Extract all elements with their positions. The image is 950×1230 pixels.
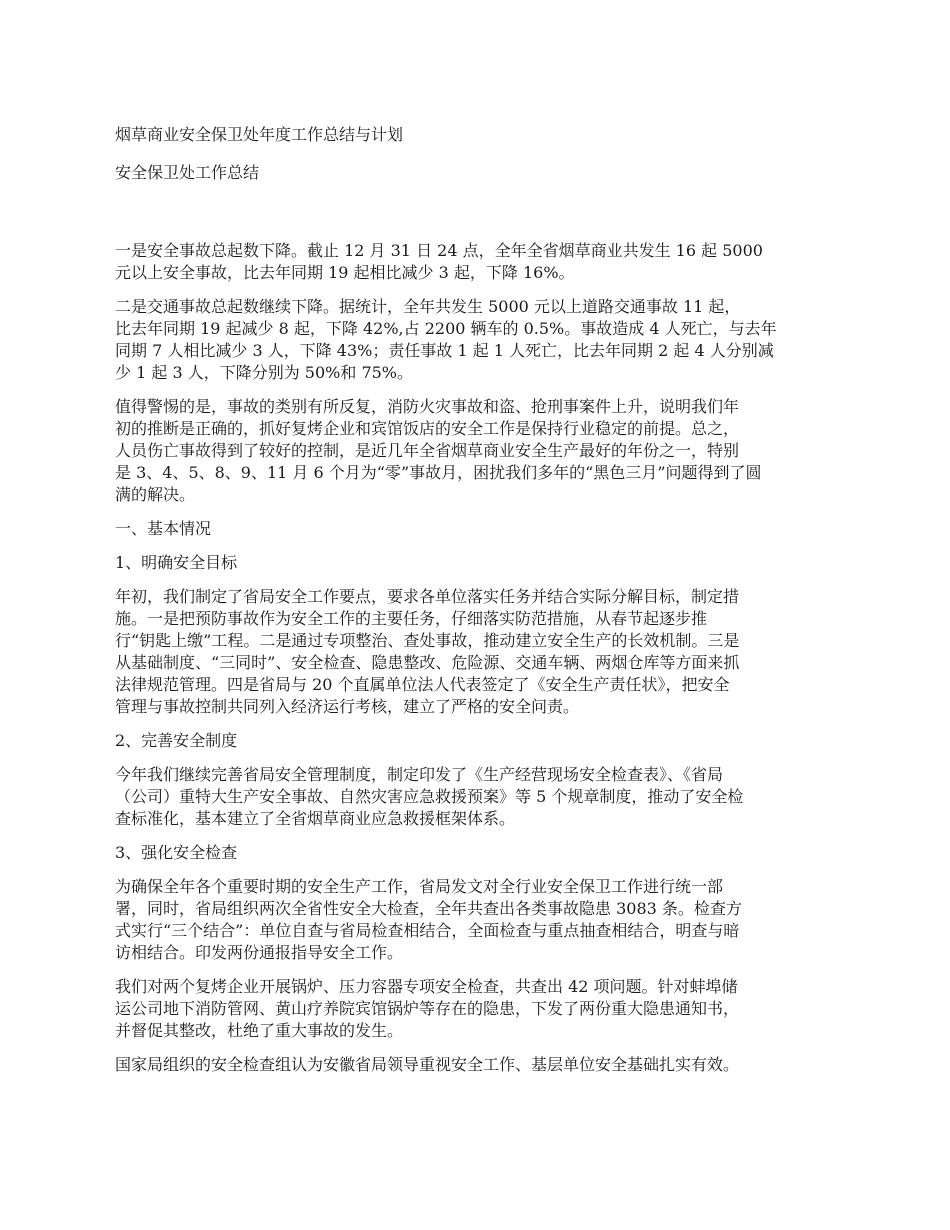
document-subtitle: 安全保卫处工作总结 <box>115 163 260 182</box>
paragraph-line: 查标准化，基本建立了全省烟草商业应急救援框架体系。 <box>115 809 516 828</box>
paragraph-line: 少 1 起 3 人，下降分别为 50%和 75%。 <box>115 363 414 382</box>
paragraph-line: 一是安全事故总起数下降。截止 12 月 31 日 24 点，全年全省烟草商业共发生 16 起 5000 <box>115 241 763 260</box>
paragraph <box>115 876 840 964</box>
paragraph-line: 同期 7 人相比减少 3 人，下降 43%；责任事故 1 起 1 人死亡，比去年同期 2 起 4 人分别减 <box>115 341 774 360</box>
document-body <box>115 240 840 1076</box>
paragraph-line: 管理与事故控制共同列入经济运行考核，建立了严格的安全问责。 <box>115 697 580 716</box>
paragraph-line: 值得警惕的是，事故的类别有所反复，消防火灾事故和盗、抢刑事案件上升，说明我们年 <box>115 397 740 416</box>
paragraph <box>115 764 840 830</box>
paragraph-line: 元以上安全事故，比去年同期 19 起相比减少 3 起，下降 16%。 <box>115 263 575 282</box>
paragraph <box>115 730 840 752</box>
paragraph-line: 从基础制度、“三同时”、安全检查、隐患整改、危险源、交通车辆、两烟仓库等方面来抓 <box>115 653 740 672</box>
paragraph-line: 是 3、4、5、8、9、11 月 6 个月为“零”事故月，困扰我们多年的“黑色三月”问题得到了圆 <box>115 463 762 482</box>
paragraph <box>115 1054 840 1076</box>
paragraph-line: 为确保全年各个重要时期的安全生产工作，省局发文对全行业安全保卫工作进行统一部 <box>115 877 724 896</box>
paragraph-line: 运公司地下消防管网、黄山疗养院宾馆锅炉等存在的隐患，下发了两份重大隐患通知书， <box>115 999 740 1018</box>
paragraph-line: 人员伤亡事故得到了较好的控制，是近几年全省烟草商业安全生产最好的年份之一，特别 <box>115 441 740 460</box>
paragraph <box>115 240 840 284</box>
document-title: 烟草商业安全保卫处年度工作总结与计划 <box>115 125 404 144</box>
paragraph <box>115 842 840 864</box>
paragraph-line: 我们对两个复烤企业开展锅炉、压力容器专项安全检查，共查出 42 项问题。针对蚌埠储 <box>115 977 738 996</box>
paragraph-line: 署，同时，省局组织两次全省性安全大检查，全年共查出各类事故隐患 3083 条。检查方 <box>115 899 742 918</box>
paragraph-line: 二是交通事故总起数继续下降。据统计，全年共发生 5000 元以上道路交通事故 11 起， <box>115 297 741 316</box>
paragraph <box>115 552 840 574</box>
paragraph-line: 式实行“三个结合”：单位自查与省局检查相结合，全面检查与重点抽查相结合，明查与暗 <box>115 921 740 940</box>
paragraph-line: 并督促其整改，杜绝了重大事故的发生。 <box>115 1021 404 1040</box>
paragraph-line: 国家局组织的安全检查组认为安徽省局领导重视安全工作、基层单位安全基础扎实有效。 <box>115 1055 740 1074</box>
paragraph-line: 法律规范管理。四是省局与 20 个直属单位法人代表签定了《安全生产责任状》，把安全 <box>115 675 730 694</box>
paragraph-line: 访相结合。印发两份通报指导安全工作。 <box>115 943 404 962</box>
paragraph-line: 比去年同期 19 起减少 8 起，下降 42%,占 2200 辆车的 0.5%。事故造成 4 人死亡，与去年 <box>115 319 777 338</box>
paragraph-line: 3、强化安全检查 <box>115 843 238 862</box>
paragraph-line: 行“钥匙上缴”工程。二是通过专项整治、查处事故，推动建立安全生产的长效机制。三是 <box>115 631 740 650</box>
paragraph-line: 1、明确安全目标 <box>115 553 238 572</box>
paragraph-line: 施。一是把预防事故作为安全工作的主要任务，仔细落实防范措施，从春节起逐步推 <box>115 609 708 628</box>
paragraph-line: 满的解决。 <box>115 485 196 504</box>
paragraph-line: 一、基本情况 <box>115 519 212 538</box>
paragraph-line: 年初，我们制定了省局安全工作要点，要求各单位落实任务并结合实际分解目标，制定措 <box>115 587 740 606</box>
paragraph-line: 2、完善安全制度 <box>115 731 238 750</box>
paragraph-line: （公司）重特大生产安全事故、自然灾害应急救援预案》等 5 个规章制度，推动了安全检 <box>115 787 744 806</box>
paragraph <box>115 296 840 384</box>
document-page <box>115 124 840 1088</box>
paragraph <box>115 396 840 506</box>
paragraph <box>115 518 840 540</box>
paragraph-line: 初的推断是正确的，抓好复烤企业和宾馆饭店的安全工作是保持行业稳定的前提。总之， <box>115 419 740 438</box>
paragraph <box>115 586 840 718</box>
paragraph <box>115 976 840 1042</box>
paragraph-line: 今年我们继续完善省局安全管理制度，制定印发了《生产经营现场安全检查表》、《省局 <box>115 765 724 784</box>
